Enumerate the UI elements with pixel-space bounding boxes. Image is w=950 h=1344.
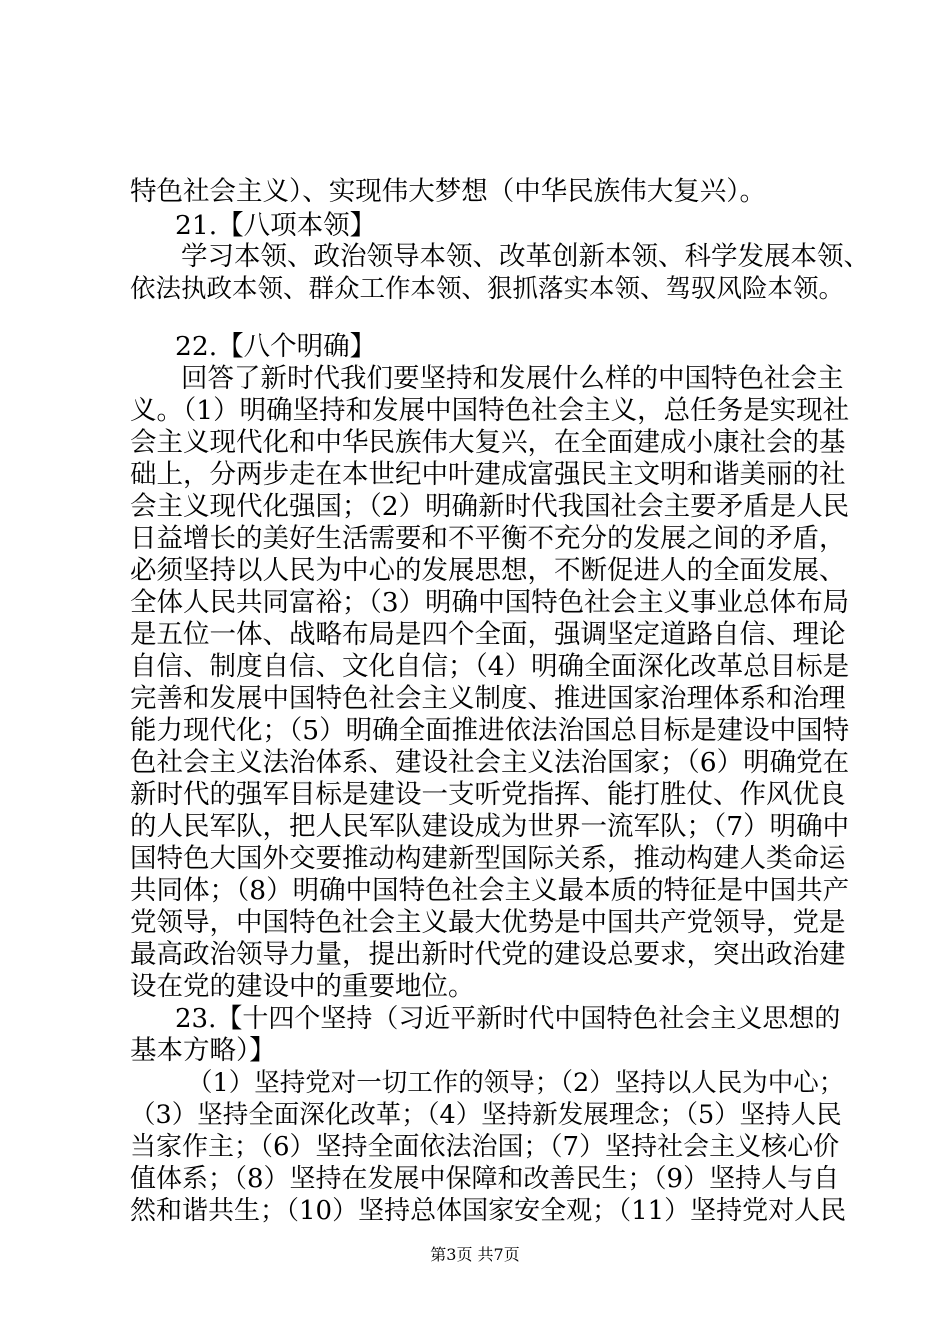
text-line: 色社会主义法治体系、建设社会主义法治国家；（6）明确党在 bbox=[130, 747, 850, 778]
text-line: 设在党的建设中的重要地位。 bbox=[130, 971, 475, 1002]
page-number-footer: 第3页 共7页 bbox=[430, 1245, 520, 1264]
section-heading-21: 21.【八项本领】 bbox=[175, 210, 377, 241]
text-line: 基本方略）】 bbox=[130, 1035, 276, 1066]
section-heading-22: 22.【八个明确】 bbox=[175, 331, 377, 362]
text-line: 自信、制度自信、文化自信；（4）明确全面深化改革总目标是 bbox=[130, 651, 850, 682]
text-line: 的人民军队，把人民军队建设成为世界一流军队；（7）明确中 bbox=[130, 811, 850, 842]
text-line: 全体人民共同富裕；（3）明确中国特色社会主义事业总体布局 bbox=[130, 587, 850, 618]
text-line: 能力现代化；（5）明确全面推进依法治国总目标是建设中国特 bbox=[130, 715, 850, 746]
text-line: 共同体；（8）明确中国特色社会主义最本质的特征是中国共产 bbox=[130, 875, 850, 906]
text-line: 学习本领、政治领导本领、改革创新本领、科学发展本领、 bbox=[181, 241, 870, 272]
text-line: 最高政治领导力量，提出新时代党的建设总要求，突出政治建 bbox=[130, 939, 846, 970]
text-line: 依法执政本领、群众工作本领、狠抓落实本领、驾驭风险本领。 bbox=[130, 274, 845, 304]
text-line: 特色社会主义）、实现伟大梦想（中华民族伟大复兴）。 bbox=[130, 176, 766, 207]
text-line: （1）坚持党对一切工作的领导；（2）坚持以人民为中心； bbox=[187, 1068, 845, 1098]
text-line: 会主义现代化强国；（2）明确新时代我国社会主要矛盾是人民 bbox=[130, 491, 850, 522]
text-line: 回答了新时代我们要坚持和发展什么样的中国特色社会主 bbox=[181, 363, 844, 394]
text-line: 当家作主；（6）坚持全面依法治国；（7）坚持社会主义核心价 bbox=[130, 1132, 840, 1162]
text-line: 日益增长的美好生活需要和不平衡不充分的发展之间的矛盾， bbox=[130, 523, 846, 554]
text-line: 是五位一体、战略布局是四个全面，强调坚定道路自信、理论 bbox=[130, 619, 846, 650]
text-line: 会主义现代化和中华民族伟大复兴，在全面建成小康社会的基 bbox=[130, 427, 846, 458]
section-heading-23: 23.【十四个坚持（习近平新时代中国特色社会主义思想的 bbox=[175, 1004, 841, 1034]
text-line: 国特色大国外交要推动构建新型国际关系，推动构建人类命运 bbox=[130, 843, 846, 874]
text-line: 义。（1）明确坚持和发展中国特色社会主义，总任务是实现社 bbox=[130, 395, 850, 426]
text-line: 值体系；（8）坚持在发展中保障和改善民生；（9）坚持人与自 bbox=[130, 1164, 840, 1194]
text-line: 必须坚持以人民为中心的发展思想，不断促进人的全面发展、 bbox=[130, 555, 846, 586]
text-line: 党领导，中国特色社会主义最大优势是中国共产党领导，党是 bbox=[130, 907, 846, 938]
text-line: 然和谐共生；（10）坚持总体国家安全观；（11）坚持党对人民 bbox=[130, 1196, 847, 1226]
text-line: （3）坚持全面深化改革；（4）坚持新发展理念；（5）坚持人民 bbox=[130, 1100, 842, 1130]
text-line: 新时代的强军目标是建设一支听党指挥、能打胜仗、作风优良 bbox=[130, 779, 846, 810]
text-line: 完善和发展中国特色社会主义制度、推进国家治理体系和治理 bbox=[130, 683, 846, 714]
text-line: 础上，分两步走在本世纪中叶建成富强民主文明和谐美丽的社 bbox=[130, 459, 846, 490]
